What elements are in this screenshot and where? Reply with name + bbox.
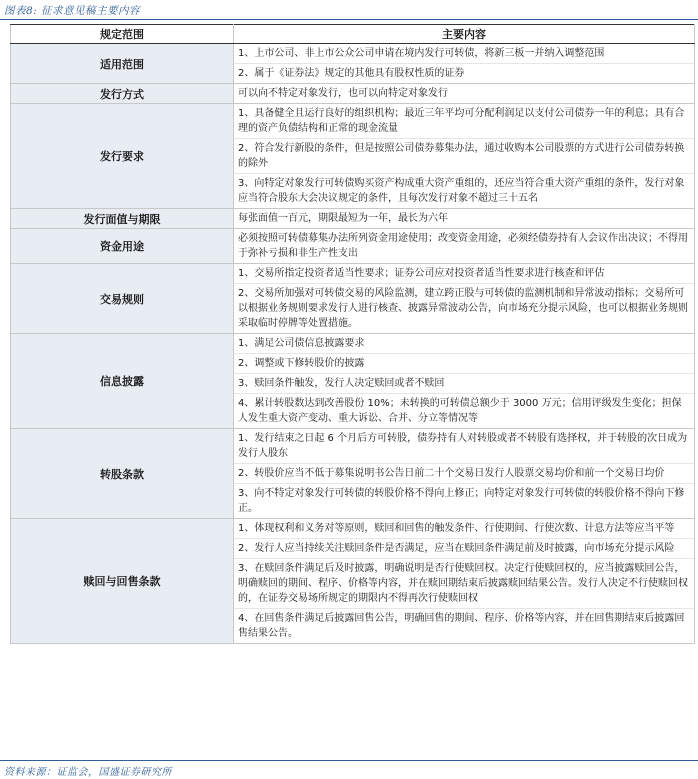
row-content [234, 44, 695, 84]
header-scope: 规定范围 [11, 25, 234, 44]
content-item: 1、发行结束之日起 6 个月后方可转股，债券持有人对转股或者不转股有选择权，并于转股的次日成为发行人股东 [234, 429, 694, 464]
content-item: 3、向特定对象发行可转债购买资产构成重大资产重组的，还应当符合重大资产重组的条件，发行对象应当符合股东大会决议规定的条件，且每次发行对象不超过三十五名 [238, 178, 685, 204]
row-category: 转股条款 [11, 429, 234, 519]
content-item: 1、体现权利和义务对等原则，赎回和回售的触发条件、行使期间、行使次数、计息方法等应当平等 [234, 519, 694, 539]
source-divider [0, 760, 698, 761]
content-item: 4、在回售条件满足后披露回售公告，明确回售的期间、程序、价格等内容，并在回售期结束后披露回售结果公告。 [238, 613, 685, 639]
content-item: 可以向不特定对象发行，也可以向特定对象发行 [238, 88, 448, 99]
row-category: 发行方式 [11, 84, 234, 104]
row-category: 交易规则 [11, 264, 234, 334]
content-item: 2、属于《证券法》规定的其他具有股权性质的证券 [238, 68, 465, 79]
table-row [11, 209, 695, 229]
content-item: 2、发行人应当持续关注赎回条件是否满足，应当在赎回条件满足前及时披露，向市场充分提示风险 [234, 539, 694, 559]
content-item: 1、具备健全且运行良好的组织机构；最近三年平均可分配利润足以支付公司债券一年的利息；具有合理的资产负债结构和正常的现金流量 [234, 104, 694, 139]
content-item: 2、转股价应当不低于募集说明书公告日前二十个交易日发行人股票交易均价和前一个交易日均价 [234, 464, 694, 484]
content-item: 2、交易所加强对可转债交易的风险监测，建立跨正股与可转债的监测机制和异常波动指标；交易所可以根据业务规则要求发行人进行核查、披露异常波动公告，向市场充分提示风险，也可以根据业务规则采取临时停牌等处置措施。 [238, 288, 688, 329]
content-item: 必须按照可转债募集办法所列资金用途使用；改变资金用途，必须经债券持有人会议作出决议；不得用于弥补亏损和非生产性支出 [238, 233, 688, 259]
row-content [234, 519, 695, 644]
table-row [11, 44, 695, 84]
row-category: 资金用途 [11, 229, 234, 264]
table-body [11, 44, 695, 644]
header-content: 主要内容 [234, 25, 695, 44]
content-item: 3、赎回条件触发，发行人决定赎回或者不赎回 [234, 374, 694, 394]
row-category: 发行面值与期限 [11, 209, 234, 229]
figure-caption: 图表8: 征求意见稿主要内容 [4, 5, 141, 17]
content-item: 3、在赎回条件满足后及时披露，明确说明是否行使赎回权。决定行使赎回权的，应当披露赎回公告，明确赎回的期间、程序、价格等内容，并在赎回期结束后披露赎回结果公告。发行人决定不行使赎回权的，在证券交易场所规定的期限内不得再次行使赎回权 [234, 559, 694, 609]
row-content [234, 209, 695, 229]
row-content [234, 264, 695, 334]
row-content [234, 84, 695, 104]
row-content [234, 104, 695, 209]
table-row [11, 264, 695, 334]
table-row [11, 519, 695, 644]
table-header-row [11, 25, 695, 44]
policy-table [10, 24, 695, 644]
source-note: 资料来源：证监会，国盛证券研究所 [4, 767, 172, 778]
content-item: 4、累计转股数达到改善股份 10%；未转换的可转债总额少于 3000 万元；信用评级发生变化；担保人发生重大资产变动、重大诉讼、合并、分立等情况等 [238, 398, 682, 424]
content-item: 2、调整或下修转股价的披露 [234, 354, 694, 374]
row-category: 信息披露 [11, 334, 234, 429]
content-item: 2、符合发行新股的条件，但是按照公司债券募集办法，通过收购本公司股票的方式进行公司债券转换的除外 [234, 139, 694, 174]
row-category: 赎回与回售条款 [11, 519, 234, 644]
table-row [11, 84, 695, 104]
table-row [11, 334, 695, 429]
content-item: 3、向不特定对象发行可转债的转股价格不得向上修正；向特定对象发行可转债的转股价格不得向下修正。 [238, 488, 685, 514]
content-item: 1、交易所指定投资者适当性要求；证券公司应对投资者适当性要求进行核查和评估 [234, 264, 694, 284]
row-content [234, 334, 695, 429]
table-row [11, 429, 695, 519]
content-item: 1、上市公司、非上市公众公司申请在境内发行可转债，将新三板一并纳入调整范围 [234, 44, 694, 64]
table-row [11, 104, 695, 209]
row-content [234, 429, 695, 519]
content-item: 1、满足公司债信息披露要求 [234, 334, 694, 354]
row-content [234, 229, 695, 264]
row-category: 适用范围 [11, 44, 234, 84]
table-row [11, 229, 695, 264]
content-item: 每张面值一百元，期限最短为一年，最长为六年 [238, 213, 448, 224]
caption-divider [0, 19, 698, 20]
row-category: 发行要求 [11, 104, 234, 209]
